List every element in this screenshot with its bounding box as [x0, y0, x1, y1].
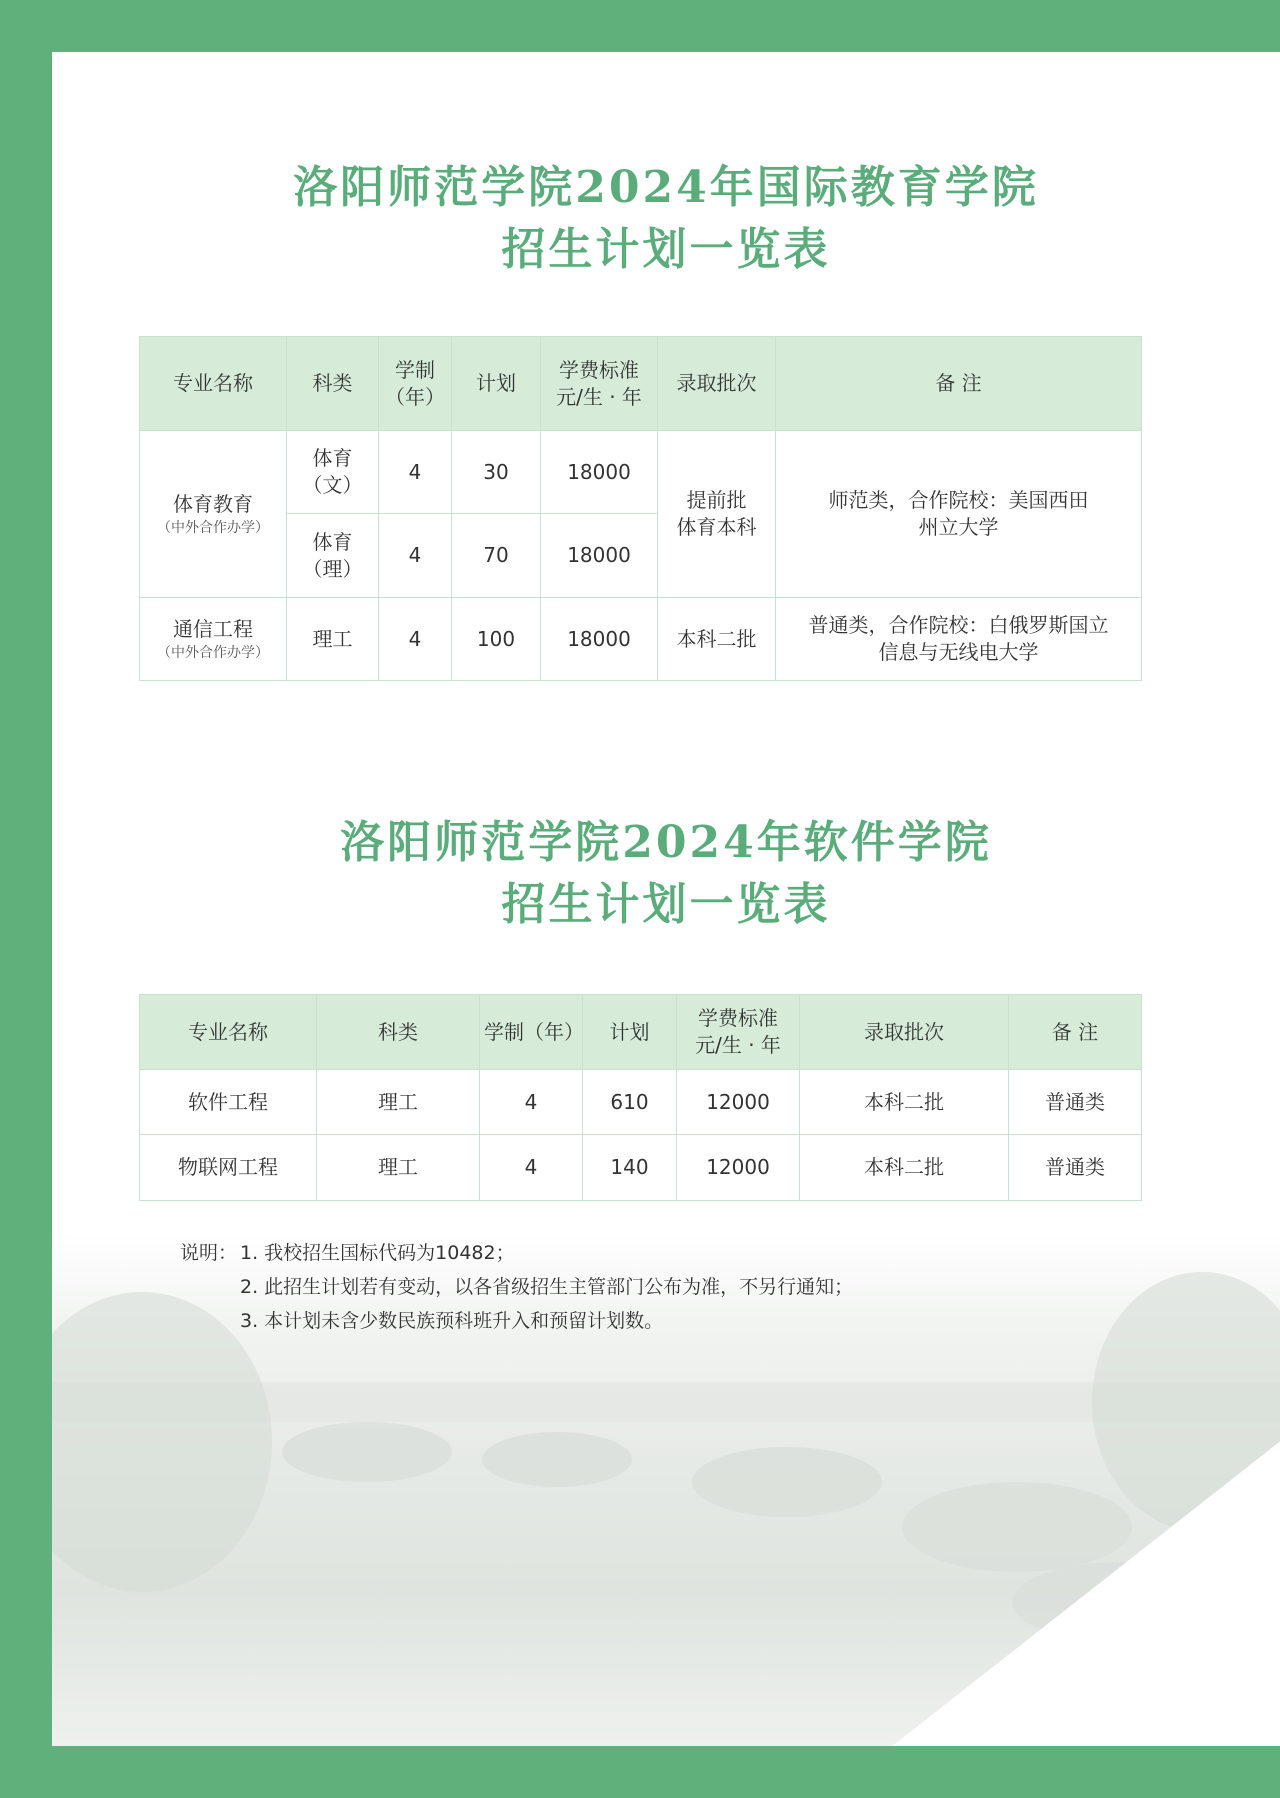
table2-title-line1: 洛阳师范学院2024年软件学院: [340, 817, 992, 868]
cell-plan: 140: [583, 1135, 677, 1201]
cell-remark: [776, 431, 1142, 598]
header-major: 专业名称: [140, 995, 317, 1070]
header-major: 专业名称: [140, 337, 287, 431]
cell-category: 理工: [317, 1135, 480, 1201]
category-line1: 体育: [312, 529, 353, 554]
major-name: 通信工程: [173, 616, 253, 641]
cell-remark: 普通类: [1009, 1070, 1142, 1135]
category-line1: 体育: [312, 446, 353, 470]
cell-years: 4: [379, 598, 452, 681]
header-category: 科类: [287, 337, 379, 431]
header-remark: 备 注: [1009, 995, 1142, 1070]
cell-remark: 普通类: [1009, 1135, 1142, 1201]
header-plan: 计划: [583, 995, 677, 1070]
remark-line2: 信息与无线电大学: [878, 640, 1039, 664]
cell-years: 4: [480, 1070, 583, 1135]
photo-stepping-stone: [282, 1422, 452, 1482]
cell-years: 4: [379, 514, 452, 598]
notes-block: [180, 1236, 853, 1338]
table2: [139, 994, 1142, 1201]
remark-line1: 普通类，合作院校：白俄罗斯国立: [808, 613, 1109, 637]
table1-header-row: [140, 337, 1142, 431]
major-note: （中外合作办学）: [157, 644, 269, 661]
cell-category: [287, 514, 379, 598]
category-line2: （理）: [302, 556, 363, 581]
poster-sheet: [52, 52, 1280, 1746]
header-fee: [541, 337, 658, 431]
header-fee-line2: 元/生 · 年: [556, 384, 642, 409]
header-fee: [677, 995, 800, 1070]
cell-major: 软件工程: [140, 1070, 317, 1135]
table-row: [140, 598, 1142, 681]
header-years-line2: （年）: [385, 384, 445, 409]
cell-major: 物联网工程: [140, 1135, 317, 1201]
note-item: 2. 此招生计划若有变动，以各省级招生主管部门公布为准，不另行通知；: [240, 1276, 854, 1298]
header-years-line1: 学制: [395, 357, 435, 382]
note-item: 1. 我校招生国标代码为10482；: [240, 1242, 515, 1264]
note-item: 3. 本计划未含少数民族预科班升入和预留计划数。: [240, 1310, 664, 1332]
cell-fee: 18000: [541, 431, 658, 514]
cell-major: [140, 598, 287, 681]
cell-plan: 610: [583, 1070, 677, 1135]
cell-fee: 12000: [677, 1135, 800, 1201]
batch-line2: 体育本科: [676, 515, 757, 539]
header-plan: 计划: [452, 337, 541, 431]
header-batch: 录取批次: [800, 995, 1009, 1070]
photo-stepping-stone: [692, 1447, 882, 1517]
table1-title-line2: 招生计划一览表: [501, 224, 831, 275]
note-row: [180, 1270, 853, 1304]
cell-plan: 100: [452, 598, 541, 681]
remark-line2: 州立大学: [918, 515, 999, 539]
header-years: [379, 337, 452, 431]
notes-label: 说明：: [180, 1242, 238, 1264]
table1: [139, 336, 1142, 681]
cell-category: 理工: [317, 1070, 480, 1135]
cell-batch: 本科二批: [800, 1070, 1009, 1135]
notes-indent: [180, 1304, 240, 1338]
header-fee-line2: 元/生 · 年: [695, 1033, 781, 1057]
major-name: 体育教育: [173, 491, 253, 516]
table-row: [140, 1070, 1142, 1135]
remark-line1: 师范类，合作院校：美国西田: [828, 488, 1089, 512]
table2-title-line2: 招生计划一览表: [501, 879, 831, 930]
cell-category: 理工: [287, 598, 379, 681]
cell-plan: 30: [452, 431, 541, 514]
cell-fee: 12000: [677, 1070, 800, 1135]
photo-stepping-stone: [902, 1482, 1132, 1572]
note-row: [180, 1304, 853, 1338]
cell-batch: 本科二批: [800, 1135, 1009, 1201]
header-remark: 备 注: [776, 337, 1142, 431]
cell-batch: [658, 431, 776, 598]
cell-category: [287, 431, 379, 514]
header-category: 科类: [317, 995, 480, 1070]
table2-header-row: [140, 995, 1142, 1070]
cell-batch: 本科二批: [658, 598, 776, 681]
table-row: [140, 431, 1142, 514]
batch-line1: 提前批: [686, 488, 747, 512]
major-note: （中外合作办学）: [157, 519, 269, 536]
cell-years: 4: [480, 1135, 583, 1201]
category-line2: （文）: [302, 473, 363, 497]
header-years: 学制（年）: [480, 995, 583, 1070]
cell-fee: 18000: [541, 514, 658, 598]
note-row: [180, 1236, 853, 1270]
header-batch: 录取批次: [658, 337, 776, 431]
cell-fee: 18000: [541, 598, 658, 681]
cell-remark: [776, 598, 1142, 681]
header-fee-line1: 学费标准: [698, 1006, 778, 1030]
header-fee-line1: 学费标准: [559, 357, 639, 382]
cell-major: [140, 431, 287, 598]
table-row: [140, 1135, 1142, 1201]
notes-indent: [180, 1270, 240, 1304]
cell-years: 4: [379, 431, 452, 514]
photo-stepping-stone: [482, 1432, 632, 1487]
cell-plan: 70: [452, 514, 541, 598]
table1-title-line1: 洛阳师范学院2024年国际教育学院: [293, 162, 1039, 213]
